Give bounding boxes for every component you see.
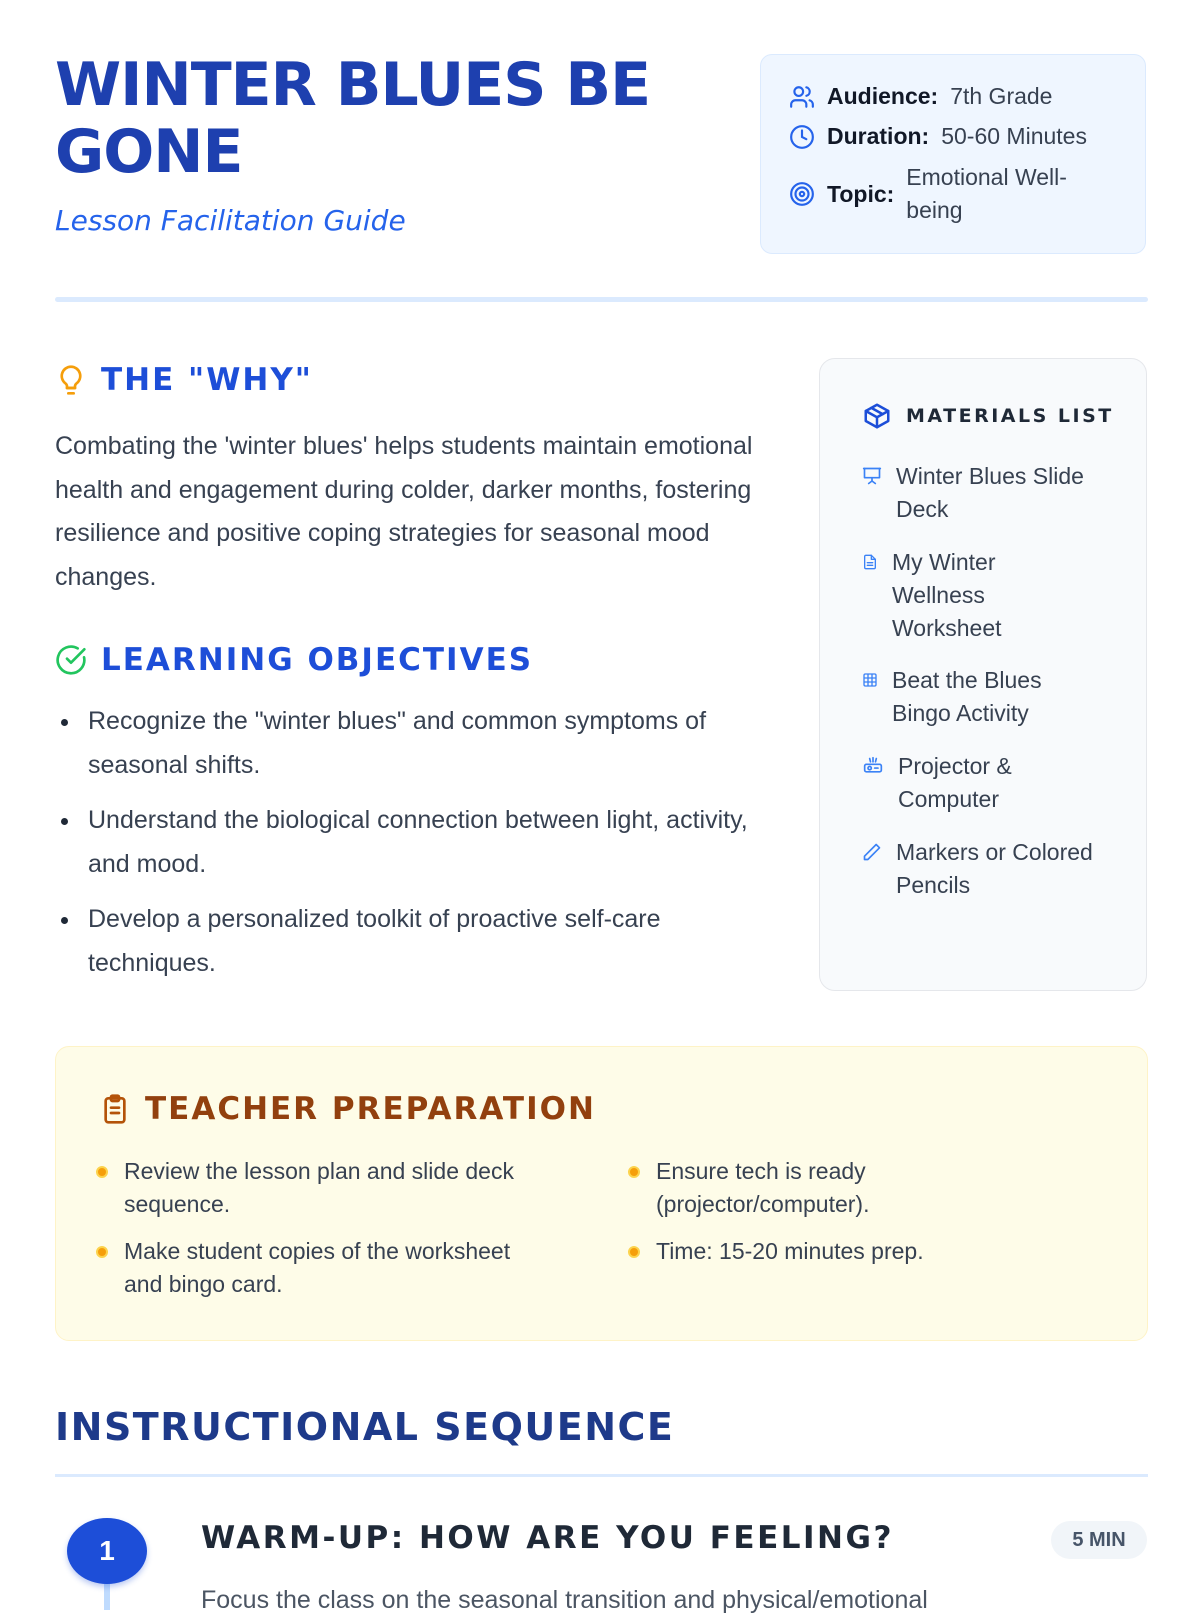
prep-item	[96, 1155, 546, 1221]
meta-audience	[789, 83, 1052, 110]
presentation-icon	[862, 466, 882, 486]
teacher-preparation-card	[55, 1046, 1148, 1341]
sequence-heading: INSTRUCTIONAL SEQUENCE	[55, 1405, 675, 1449]
prep-item-text: Review the lesson plan and slide deck sequence.	[124, 1158, 514, 1217]
prep-heading-text: TEACHER PREPARATION	[145, 1091, 596, 1127]
lesson-meta-card	[760, 54, 1146, 254]
prep-item-text: Time: 15-20 minutes prep.	[656, 1238, 924, 1264]
objective-item: Develop a personalized toolkit of proactive self-care techniques.	[55, 898, 785, 985]
objectives-heading-text: LEARNING OBJECTIVES	[101, 642, 534, 678]
meta-duration-value: 50-60 Minutes	[941, 123, 1087, 149]
why-paragraph: Combating the 'winter blues' helps students maintain emotional health and engagement during colder, darker months, fostering resilience and positive coping strategies for seasonal mood changes.	[55, 432, 753, 591]
objectives-heading	[55, 642, 533, 678]
prep-item	[96, 1235, 546, 1301]
page-title: WINTER BLUES BE GONE	[55, 50, 651, 187]
meta-duration-label: Duration:	[827, 123, 930, 149]
prep-heading	[99, 1091, 596, 1127]
materials-heading	[862, 401, 1114, 431]
meta-duration	[789, 123, 1087, 150]
step-title: WARM-UP: HOW ARE YOU FEELING?	[201, 1520, 894, 1556]
materials-card	[819, 358, 1147, 991]
material-item	[862, 546, 1042, 645]
meta-topic-value: Emotional Well-being	[906, 164, 1067, 223]
material-item-label: Beat the Blues Bingo Activity	[892, 667, 1042, 726]
clock-icon	[789, 124, 815, 150]
lesson-guide-page	[55, 0, 1148, 1614]
objective-item: Understand the biological connection between light, activity, and mood.	[55, 799, 785, 886]
prep-item	[628, 1155, 928, 1221]
meta-topic-label: Topic:	[827, 180, 895, 207]
step-description: Focus the class on the seasonal transition and physical/emotional	[201, 1586, 928, 1614]
step-duration-badge: 5 MIN	[1051, 1521, 1147, 1559]
projector-icon	[862, 756, 884, 776]
sequence-divider	[55, 1474, 1148, 1477]
grid-icon	[862, 672, 878, 688]
timeline-connector	[104, 1580, 110, 1610]
lightbulb-icon	[55, 364, 87, 396]
prep-item-text: Make student copies of the worksheet and bingo card.	[124, 1238, 511, 1297]
bullet-dot	[96, 1246, 108, 1258]
why-heading	[55, 362, 313, 398]
prep-item	[628, 1235, 1078, 1268]
material-item	[862, 664, 1102, 730]
bullet-dot	[628, 1166, 640, 1178]
target-icon	[789, 181, 815, 207]
material-item	[862, 836, 1122, 902]
objective-item: Recognize the "winter blues" and common symptoms of seasonal shifts.	[55, 700, 785, 787]
step-number-badge: 1	[67, 1518, 147, 1584]
meta-audience-label: Audience:	[827, 83, 939, 109]
material-item-label: Markers or Colored Pencils	[896, 839, 1093, 898]
objectives-list	[55, 700, 785, 997]
why-heading-text: THE "WHY"	[101, 362, 313, 398]
header-divider	[55, 297, 1148, 302]
material-item-label: Winter Blues Slide Deck	[896, 463, 1084, 522]
material-item-label: Projector & Computer	[898, 753, 1012, 812]
meta-audience-value: 7th Grade	[950, 83, 1053, 109]
pencil-icon	[862, 842, 882, 862]
material-item	[862, 460, 1112, 526]
material-item-label: My Winter Wellness Worksheet	[892, 549, 1002, 641]
material-item	[862, 750, 1052, 816]
prep-item-text: Ensure tech is ready (projector/computer).	[656, 1158, 870, 1217]
check-circle-icon	[55, 644, 87, 676]
bullet-dot	[628, 1246, 640, 1258]
users-icon	[789, 84, 815, 110]
meta-topic	[789, 161, 1096, 227]
materials-heading-text: MATERIALS LIST	[906, 405, 1114, 427]
package-icon	[862, 401, 892, 431]
page-subtitle: Lesson Facilitation Guide	[55, 204, 406, 237]
clipboard-icon	[99, 1093, 131, 1125]
bullet-dot	[96, 1166, 108, 1178]
document-icon	[862, 554, 878, 570]
